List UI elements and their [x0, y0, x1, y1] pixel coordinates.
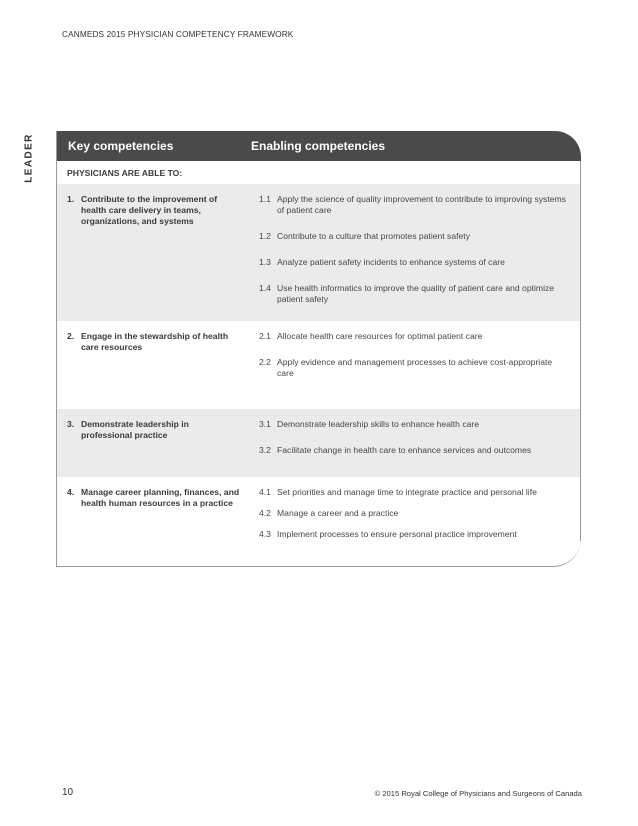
enabling-competency-number: 3.1 [259, 419, 271, 429]
enabling-competency [259, 419, 567, 430]
enabling-competencies [250, 477, 581, 566]
enabling-competency-text: Set priorities and manage time to integrate practice and personal life [277, 487, 537, 497]
key-competency-number: 4. [67, 487, 75, 497]
enabling-competency-text: Apply the science of quality improvement to contribute to improving systems of patient care [277, 194, 566, 215]
table-row [57, 477, 581, 566]
enabling-competency [259, 445, 567, 456]
running-header: CANMEDS 2015 PHYSICIAN COMPETENCY FRAMEWORK [62, 29, 294, 39]
enabling-competency-number: 1.2 [259, 231, 271, 241]
table-row [57, 409, 581, 477]
enabling-competency-text: Manage a career and a practice [277, 508, 399, 518]
key-competency-text: Manage career planning, finances, and health human resources in a practice [81, 487, 240, 508]
enabling-competency-text: Contribute to a culture that promotes patient safety [277, 231, 470, 241]
side-tab-label: LEADER [23, 133, 35, 183]
enabling-competencies [250, 409, 581, 477]
enabling-competency-number: 3.2 [259, 445, 271, 455]
enabling-competency [259, 194, 567, 216]
enabling-competency [259, 283, 567, 305]
physicians-able-to-label: PHYSICIANS ARE ABLE TO: [67, 167, 183, 178]
key-competency [57, 184, 250, 321]
enabling-competency [259, 257, 567, 268]
enabling-competency-text: Analyze patient safety incidents to enhance systems of care [277, 257, 505, 267]
key-competency-text: Contribute to the improvement of health care delivery in teams, organizations, and systems [81, 194, 218, 226]
enabling-competency-number: 4.3 [259, 529, 271, 539]
key-competency-number: 3. [67, 419, 75, 429]
competency-table [56, 131, 581, 567]
enabling-competency-number: 1.1 [259, 194, 271, 204]
key-competency-number: 1. [67, 194, 75, 204]
table-row [57, 321, 581, 409]
table-row [57, 184, 581, 321]
enabling-competency [259, 231, 567, 242]
page-number: 10 [62, 787, 74, 798]
table-header-row [57, 131, 581, 161]
enabling-competency-number: 1.4 [259, 283, 271, 293]
enabling-competency-number: 4.2 [259, 508, 271, 518]
enabling-competency-text: Facilitate change in health care to enhance services and outcomes [277, 445, 532, 455]
copyright-notice: © 2015 Royal College of Physicians and Surgeons of Canada [374, 789, 582, 798]
enabling-competency-number: 2.2 [259, 357, 271, 367]
enabling-competencies [250, 321, 581, 409]
enabling-competency-number: 2.1 [259, 331, 271, 341]
enabling-competency-number: 4.1 [259, 487, 271, 497]
key-competency-text: Demonstrate leadership in professional practice [81, 419, 189, 440]
key-competency [57, 409, 250, 477]
column-header-key-competencies: Key competencies [68, 139, 174, 153]
enabling-competency-text: Implement processes to ensure personal practice improvement [277, 529, 517, 539]
enabling-competency-text: Demonstrate leadership skills to enhance health care [277, 419, 480, 429]
enabling-competency-text: Allocate health care resources for optimal patient care [277, 331, 483, 341]
section-side-tab [22, 131, 36, 185]
enabling-competency-number: 1.3 [259, 257, 271, 267]
enabling-competency-text: Apply evidence and management processes to achieve cost-appropriate care [277, 357, 553, 378]
enabling-competency [259, 529, 567, 540]
enabling-competencies [250, 184, 581, 321]
key-competency-number: 2. [67, 331, 75, 341]
enabling-competency [259, 357, 567, 379]
enabling-competency [259, 508, 567, 519]
column-header-enabling-competencies: Enabling competencies [251, 139, 386, 153]
enabling-competency-text: Use health informatics to improve the quality of patient care and optimize patient safety [277, 283, 555, 304]
enabling-competency [259, 331, 567, 342]
enabling-competency [259, 487, 567, 498]
key-competency [57, 477, 250, 566]
key-competency-text: Engage in the stewardship of health care resources [81, 331, 229, 352]
key-competency [57, 321, 250, 409]
